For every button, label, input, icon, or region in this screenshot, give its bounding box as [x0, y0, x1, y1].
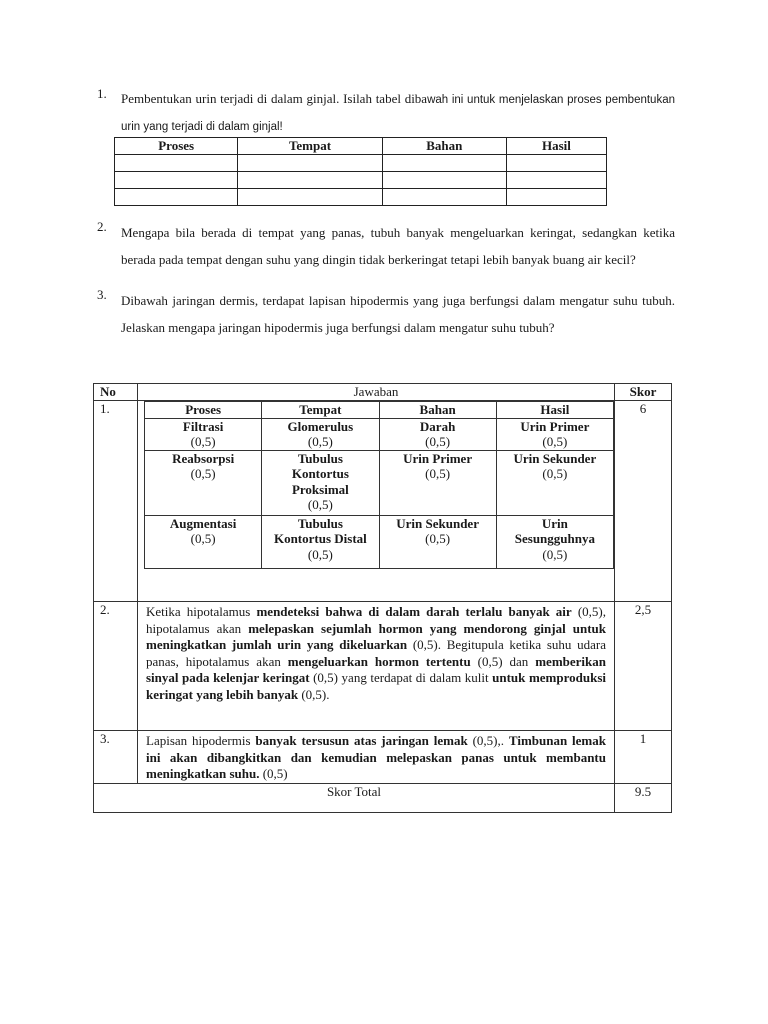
process-cell-hasil [496, 450, 613, 515]
process-cell-score: (0,5) [307, 497, 333, 512]
process-cell-proses [145, 515, 262, 569]
process-cell-score: (0,5) [542, 466, 568, 481]
process-cell-hasil [496, 515, 613, 569]
answer-text-segment: (0,5), hipotalamus akan [146, 604, 606, 636]
process-cell-tempat [262, 450, 379, 515]
process-cell-score: (0,5) [425, 466, 451, 481]
process-header-tempat: Tempat [262, 402, 379, 419]
answer-row-3-text [138, 731, 614, 783]
process-cell-value: Urin Sekunder [396, 515, 479, 531]
process-table-row [145, 450, 614, 515]
process-cell-score: (0,5) [307, 434, 333, 449]
process-cell-hasil [496, 418, 613, 450]
answer-row-2-skor: 2,5 [615, 602, 672, 731]
process-cell-proses [145, 450, 262, 515]
process-header-bahan: Bahan [379, 402, 496, 419]
question-3-number: 3. [97, 287, 107, 302]
blank-cell [382, 155, 506, 172]
process-header-proses: Proses [145, 402, 262, 419]
process-cell-value: Sesungguhnya [514, 531, 595, 546]
process-cell-value: Kontortus Distal [273, 531, 367, 546]
answer-key-phrase: mengeluarkan hormon tertentu [287, 653, 471, 669]
blank-cell [238, 189, 382, 206]
answer-key-phrase: banyak tersusun atas jaringan lemak [255, 733, 468, 748]
answer-row-1-no: 1. [94, 401, 138, 602]
process-table-row [145, 418, 614, 450]
answer-text-segment: (0,5). Begitupula ketika suhu udara panas, hipotalamus akan [146, 637, 606, 669]
question-1-number: 1. [97, 86, 107, 101]
blank-table-header-row [115, 138, 607, 155]
answer-text-segment: (0,5) dan [470, 653, 536, 669]
answer-text-segment: (0,5) [259, 766, 288, 781]
blank-cell [506, 155, 606, 172]
answer-key-phrase: mendeteksi bahwa di dalam darah terlalu banyak air [256, 604, 572, 619]
answer-key-phrase: untuk memproduksi keringat yang lebih banyak [146, 670, 606, 702]
answer-key-phrase: memberikan sinyal pada kelenjar keringat [146, 653, 606, 685]
blank-cell [238, 172, 382, 189]
answer-text-segment: (0,5). [298, 686, 330, 702]
answer-key-phrase: melepaskan sejumlah hormon yang mendorong ginjal untuk meningkatkan jumlah urin yang dikeluarkan [146, 620, 607, 652]
blank-header-hasil: Hasil [506, 138, 606, 155]
process-cell-value: Urin Sekunder [513, 450, 597, 466]
process-cell-proses [145, 418, 262, 450]
process-cell-tempat [262, 418, 379, 450]
process-cell-score: (0,5) [542, 434, 568, 449]
process-cell-score: (0,5) [425, 531, 451, 546]
question-2-text: Mengapa bila berada di tempat yang panas, tubuh banyak mengeluarkan keringat, sedangkan ketika berada pada tempat dengan suhu yang dingin tidak berkeringat tetapi lebih banyak buang air kecil? [121, 225, 675, 267]
blank-cell [115, 189, 238, 206]
blank-header-bahan: Bahan [382, 138, 506, 155]
question-1 [97, 86, 675, 140]
answer-row-2-content [138, 602, 615, 731]
process-cell-value: Kontortus [291, 466, 349, 481]
question-1-text [121, 86, 675, 140]
process-table-row [145, 515, 614, 569]
blank-cell [115, 155, 238, 172]
process-cell-value: Urin Primer [403, 450, 473, 466]
blank-cell [506, 172, 606, 189]
blank-cell [382, 189, 506, 206]
process-cell-bahan [379, 515, 496, 569]
blank-answer-table [114, 137, 607, 206]
answer-row-1-skor: 6 [615, 401, 672, 602]
question-3-text: Dibawah jaringan dermis, terdapat lapisan hipodermis yang juga berfungsi dalam mengatur suhu tubuh. Jelaskan mengapa jaringan hipodermis juga berfungsi dalam mengatur suhu tubuh? [121, 293, 675, 335]
total-value: 9.5 [615, 783, 672, 812]
process-cell-score: (0,5) [425, 434, 451, 449]
blank-table-row [115, 172, 607, 189]
process-cell-value: Urin [541, 515, 568, 531]
blank-table-row [115, 189, 607, 206]
question-3 [97, 287, 675, 341]
process-header-hasil: Hasil [496, 402, 613, 419]
question-2 [97, 219, 675, 273]
process-cell-value: Urin Primer [520, 418, 590, 434]
process-cell-score: (0,5) [190, 531, 216, 546]
answer-row-3-content [138, 731, 615, 784]
question-1-text-part2: wah ini untuk menjelaskan proses pembentukan urin yang terjadi di dalam ginjal! [121, 94, 675, 133]
process-cell-value: Filtrasi [182, 418, 224, 434]
answer-row-1 [94, 401, 672, 602]
header-skor: Skor [615, 384, 672, 401]
answer-row-2-text [138, 602, 614, 703]
answer-text-segment: (0,5) yang terdapat di dalam kulit [309, 670, 493, 685]
blank-cell [506, 189, 606, 206]
header-jawaban: Jawaban [138, 384, 615, 401]
answer-total-row [94, 783, 672, 812]
process-cell-value: Augmentasi [169, 515, 237, 531]
process-cell-bahan [379, 450, 496, 515]
answer-row-3-no: 3. [94, 731, 138, 784]
process-cell-bahan [379, 418, 496, 450]
process-cell-score: (0,5) [190, 466, 216, 481]
process-cell-value: Reabsorpsi [172, 450, 235, 466]
answer-text-segment: Lapisan hipodermis [146, 733, 256, 748]
answer-row-1-content [138, 401, 615, 602]
process-cell-value: Tubulus [297, 515, 343, 531]
answer-text-segment: (0,5),. [467, 733, 509, 748]
process-cell-score: (0,5) [190, 434, 216, 449]
process-cell-tempat [262, 515, 379, 569]
question-2-number: 2. [97, 219, 107, 234]
blank-header-proses: Proses [115, 138, 238, 155]
question-1-text-part1: Pembentukan urin terjadi di dalam ginjal. Isilah tabel diba [121, 91, 428, 106]
process-cell-score: (0,5) [542, 546, 568, 562]
process-cell-score: (0,5) [307, 546, 333, 562]
answer-text-segment: Ketika hipotalamus [146, 604, 257, 619]
header-no: No [94, 384, 138, 401]
answer-row-3-skor: 1 [615, 731, 672, 784]
process-cell-value: Tubulus [297, 450, 343, 466]
blank-table-row [115, 155, 607, 172]
process-cell-value: Glomerulus [287, 418, 354, 434]
answer-row-2-no: 2. [94, 602, 138, 731]
process-cell-value: Proksimal [291, 481, 349, 497]
answer-row-3 [94, 731, 672, 784]
answer-table-header-row [94, 384, 672, 401]
process-cell-value: Darah [419, 418, 456, 434]
total-label: Skor Total [94, 783, 615, 812]
answer-row-2 [94, 602, 672, 731]
answer-key-table [93, 383, 672, 813]
blank-cell [238, 155, 382, 172]
blank-header-tempat: Tempat [238, 138, 382, 155]
blank-cell [382, 172, 506, 189]
blank-cell [115, 172, 238, 189]
process-table-header-row [145, 402, 614, 419]
process-table [144, 401, 614, 569]
answer-key-phrase: Timbunan lemak ini akan dibangkitkan dan kemudian melepaskan panas untuk membantu meningkatkan suhu. [146, 733, 606, 781]
